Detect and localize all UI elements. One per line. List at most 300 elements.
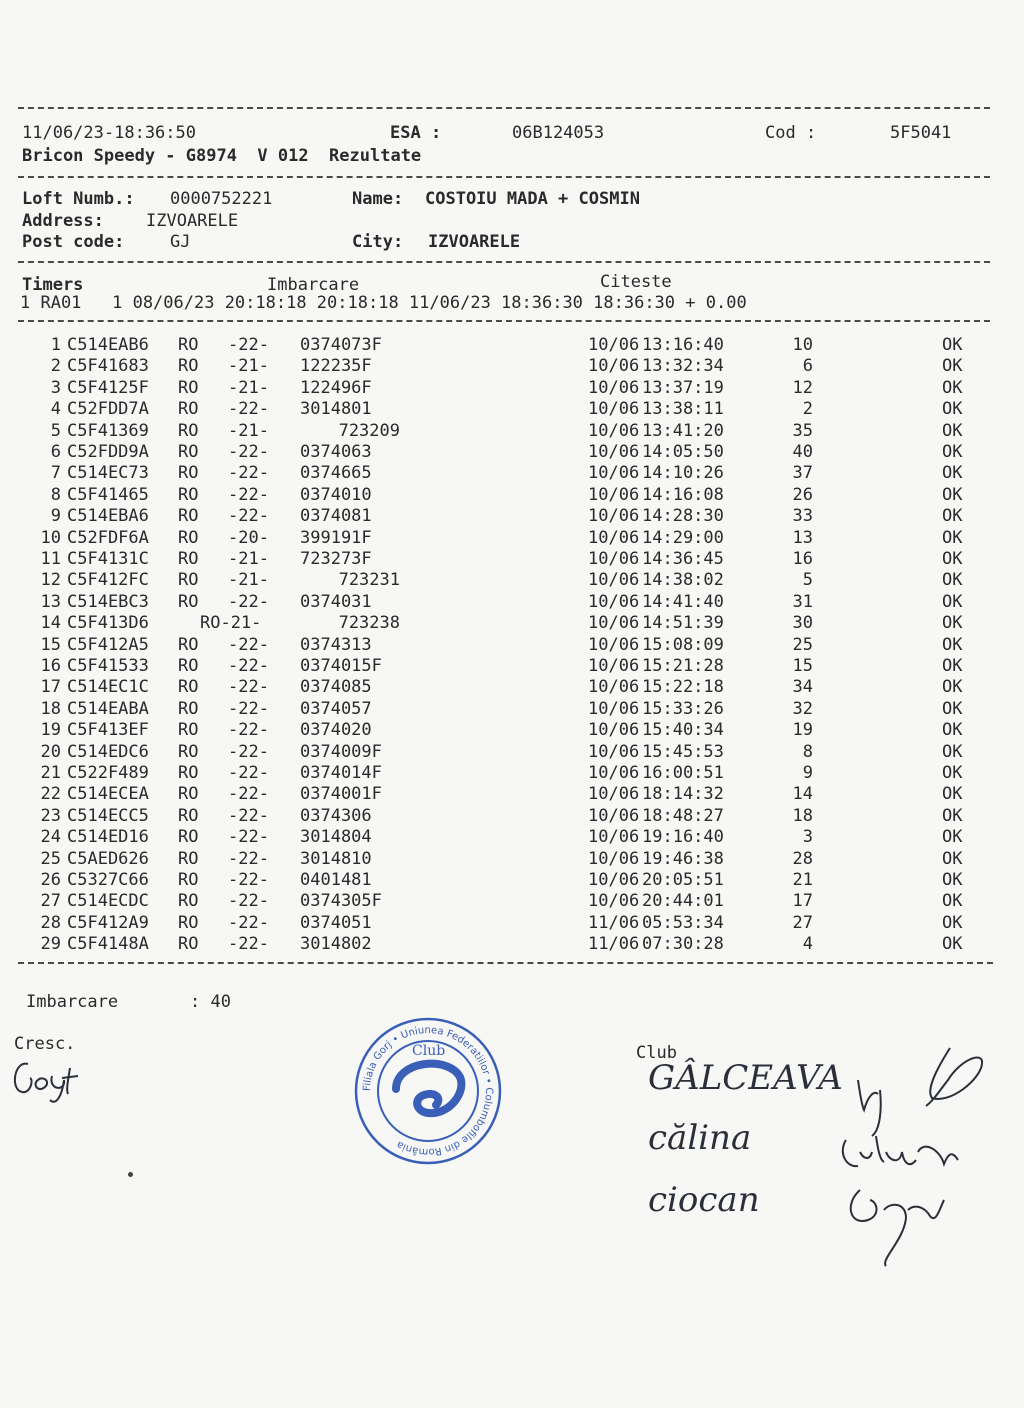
status: OK <box>942 634 963 655</box>
arrival-time: 15:08:09 <box>642 634 724 655</box>
arrival-time: 14:05:50 <box>642 442 724 462</box>
year: RO-21- <box>200 613 262 634</box>
position: 40 <box>792 442 813 462</box>
arrival-date: 10/06 <box>588 784 640 805</box>
row-number: 17 <box>40 677 61 698</box>
arrival-time: 18:48:27 <box>642 805 724 826</box>
country: RO <box>178 763 199 783</box>
status: OK <box>942 463 963 484</box>
row-number: 19 <box>40 720 61 741</box>
ring-code: C514EABA <box>67 698 149 719</box>
country: RO <box>178 891 199 912</box>
ring-code: C514EDC6 <box>67 741 149 762</box>
status: OK <box>942 934 963 955</box>
ring-id: 0374015F <box>300 656 382 676</box>
year: -21- <box>228 377 269 398</box>
ring-id: 3014804 <box>300 827 372 848</box>
table-row <box>0 613 1024 634</box>
year: -21- <box>228 420 269 441</box>
ring-code: C52FDD9A <box>67 442 149 462</box>
ring-code: C52FDD7A <box>67 399 149 420</box>
status: OK <box>942 741 963 762</box>
table-row <box>0 635 1024 656</box>
table-row <box>0 399 1024 420</box>
arrival-time: 15:40:34 <box>642 720 724 741</box>
row-number: 13 <box>40 591 61 612</box>
year: -22- <box>228 463 269 484</box>
arrival-date: 10/06 <box>588 377 640 398</box>
ring-id: 122235F <box>300 356 372 377</box>
status: OK <box>942 442 963 462</box>
ring-code: C5F41683 <box>67 356 149 377</box>
position: 30 <box>792 613 813 634</box>
arrival-time: 05:53:34 <box>642 912 724 933</box>
arrival-time: 20:44:01 <box>642 891 724 912</box>
country: RO <box>178 934 199 955</box>
row-number: 5 <box>50 420 61 441</box>
arrival-time: 14:29:00 <box>642 527 724 548</box>
arrival-date: 10/06 <box>588 677 640 698</box>
country: RO <box>178 634 199 655</box>
arrival-time: 20:05:51 <box>642 870 724 890</box>
handwritten-line-1: GÂLCEAVA <box>648 1058 843 1098</box>
year: -22- <box>228 442 269 462</box>
ring-id: 0374010 <box>300 484 372 505</box>
status: OK <box>942 698 963 719</box>
arrival-date: 10/06 <box>588 763 640 783</box>
year: -22- <box>228 805 269 826</box>
row-number: 6 <box>50 442 61 462</box>
year: -22- <box>228 484 269 505</box>
status: OK <box>942 549 963 569</box>
year: -21- <box>228 549 269 569</box>
status: OK <box>942 677 963 698</box>
ring-id: 0374665 <box>300 463 372 484</box>
ring-id: 0401481 <box>300 870 372 890</box>
country: RO <box>178 805 199 826</box>
status: OK <box>942 377 963 398</box>
year: -22- <box>228 912 269 933</box>
arrival-time: 13:37:19 <box>642 377 724 398</box>
year: -22- <box>228 677 269 698</box>
row-number: 14 <box>40 613 61 634</box>
arrival-date: 10/06 <box>588 720 640 741</box>
status: OK <box>942 356 963 377</box>
arrival-time: 13:41:20 <box>642 420 724 441</box>
row-number: 3 <box>50 377 61 398</box>
arrival-date: 10/06 <box>588 484 640 505</box>
ring-id: 723231 <box>338 570 400 591</box>
country: RO <box>178 399 199 420</box>
row-number: 2 <box>50 356 61 377</box>
country: RO <box>178 784 199 805</box>
stamp-ring-text: Filiala Gorj • Uniunea Federatiilor • Columbofile din România <box>361 1024 495 1158</box>
position: 10 <box>792 335 813 355</box>
position: 8 <box>802 741 813 762</box>
arrival-date: 11/06 <box>588 934 640 955</box>
arrival-time: 15:22:18 <box>642 677 724 698</box>
ring-id: 3014801 <box>300 399 372 420</box>
country: RO <box>178 870 199 890</box>
year: -22- <box>228 634 269 655</box>
position: 12 <box>792 377 813 398</box>
ring-code: C514EC1C <box>67 677 149 698</box>
ring-code: C5F413EF <box>67 720 149 741</box>
arrival-date: 10/06 <box>588 891 640 912</box>
ring-code: C514ECDC <box>67 891 149 912</box>
committee-signatures <box>840 1040 1000 1270</box>
arrival-date: 11/06 <box>588 912 640 933</box>
ring-id: 0374085 <box>300 677 372 698</box>
position: 4 <box>802 934 813 955</box>
row-number: 27 <box>40 891 61 912</box>
row-number: 26 <box>40 870 61 890</box>
position: 17 <box>792 891 813 912</box>
arrival-time: 15:33:26 <box>642 698 724 719</box>
post-code-value: GJ <box>170 232 191 252</box>
year: -22- <box>228 698 269 719</box>
country: RO <box>178 677 199 698</box>
timers-label: Timers <box>22 275 84 295</box>
row-number: 10 <box>40 527 61 548</box>
ring-id: 0374014F <box>300 763 382 783</box>
divider <box>18 962 993 964</box>
row-number: 20 <box>40 741 61 762</box>
ring-id: 723273F <box>300 549 372 569</box>
table-row <box>0 570 1024 591</box>
status: OK <box>942 827 963 848</box>
imbarcare-total-label: Imbarcare <box>26 992 119 1012</box>
ring-id: 0374081 <box>300 506 372 527</box>
ring-code: C5F412A5 <box>67 634 149 655</box>
arrival-time: 16:00:51 <box>642 763 724 783</box>
print-datetime: 11/06/23-18:36:50 <box>22 123 196 143</box>
divider <box>18 107 990 109</box>
row-number: 7 <box>50 463 61 484</box>
ring-code: C5327C66 <box>67 870 149 890</box>
ring-id: 0374306 <box>300 805 372 826</box>
ring-code: C514EBC3 <box>67 591 149 612</box>
year: -22- <box>228 763 269 783</box>
position: 35 <box>792 420 813 441</box>
name-value: COSTOIU MADA + COSMIN <box>425 189 640 209</box>
arrival-date: 10/06 <box>588 805 640 826</box>
ring-code: C5F4125F <box>67 377 149 398</box>
row-number: 8 <box>50 484 61 505</box>
arrival-date: 10/06 <box>588 827 640 848</box>
country: RO <box>178 506 199 527</box>
year: -22- <box>228 591 269 612</box>
arrival-date: 10/06 <box>588 335 640 355</box>
year: -22- <box>228 506 269 527</box>
position: 31 <box>792 591 813 612</box>
position: 13 <box>792 527 813 548</box>
table-row <box>0 528 1024 549</box>
ring-id: 122496F <box>300 377 372 398</box>
club-stamp <box>352 1015 504 1167</box>
handwritten-line-3: ciocan <box>648 1180 760 1220</box>
ring-id: 0374305F <box>300 891 382 912</box>
loft-label: Loft Numb.: <box>22 189 135 209</box>
country: RO <box>178 848 199 869</box>
country: RO <box>178 484 199 505</box>
arrival-time: 14:51:39 <box>642 613 724 634</box>
position: 16 <box>792 549 813 569</box>
table-row <box>0 485 1024 506</box>
country: RO <box>178 335 199 355</box>
imbarcare-total-value: : 40 <box>190 992 231 1012</box>
table-row <box>0 699 1024 720</box>
status: OK <box>942 570 963 591</box>
ring-id: 723238 <box>338 613 400 634</box>
cod-label: Cod : <box>765 123 817 143</box>
ring-code: C5F41369 <box>67 420 149 441</box>
status: OK <box>942 420 963 441</box>
row-number: 1 <box>50 335 61 355</box>
arrival-date: 10/06 <box>588 506 640 527</box>
arrival-date: 10/06 <box>588 848 640 869</box>
year: -22- <box>228 741 269 762</box>
ring-code: C514ECEA <box>67 784 149 805</box>
table-row <box>0 806 1024 827</box>
ring-code: C514EBA6 <box>67 506 149 527</box>
status: OK <box>942 506 963 527</box>
status: OK <box>942 784 963 805</box>
divider <box>18 320 990 322</box>
stamp-center-text: Club <box>412 1043 446 1059</box>
arrival-time: 19:46:38 <box>642 848 724 869</box>
arrival-time: 14:41:40 <box>642 591 724 612</box>
position: 14 <box>792 784 813 805</box>
row-number: 29 <box>40 934 61 955</box>
table-row <box>0 913 1024 934</box>
position: 25 <box>792 634 813 655</box>
table-row <box>0 592 1024 613</box>
timer-line: 1 RA01 1 08/06/23 20:18:18 20:18:18 11/06/23 18:36:30 18:36:30 + 0.00 <box>20 293 747 313</box>
position: 28 <box>792 848 813 869</box>
arrival-date: 10/06 <box>588 399 640 420</box>
row-number: 9 <box>50 506 61 527</box>
status: OK <box>942 848 963 869</box>
ring-code: C5F412A9 <box>67 912 149 933</box>
country: RO <box>178 912 199 933</box>
position: 27 <box>792 912 813 933</box>
ring-id: 0374057 <box>300 698 372 719</box>
position: 37 <box>792 463 813 484</box>
arrival-time: 13:38:11 <box>642 399 724 420</box>
arrival-time: 15:21:28 <box>642 656 724 676</box>
position: 26 <box>792 484 813 505</box>
arrival-time: 13:32:34 <box>642 356 724 377</box>
table-row <box>0 463 1024 484</box>
year: -22- <box>228 848 269 869</box>
year: -22- <box>228 891 269 912</box>
table-row <box>0 849 1024 870</box>
table-row <box>0 421 1024 442</box>
arrival-date: 10/06 <box>588 634 640 655</box>
arrival-date: 10/06 <box>588 591 640 612</box>
year: -20- <box>228 527 269 548</box>
status: OK <box>942 484 963 505</box>
arrival-date: 10/06 <box>588 420 640 441</box>
arrival-date: 10/06 <box>588 613 640 634</box>
table-row <box>0 870 1024 891</box>
country: RO <box>178 463 199 484</box>
ring-id: 723209 <box>338 420 400 441</box>
year: -22- <box>228 934 269 955</box>
status: OK <box>942 805 963 826</box>
table-row <box>0 656 1024 677</box>
position: 19 <box>792 720 813 741</box>
ring-id: 0374063 <box>300 442 372 462</box>
country: RO <box>178 741 199 762</box>
arrival-date: 10/06 <box>588 656 640 676</box>
arrival-time: 19:16:40 <box>642 827 724 848</box>
country: RO <box>178 377 199 398</box>
position: 5 <box>802 570 813 591</box>
arrival-time: 18:14:32 <box>642 784 724 805</box>
ring-id: 399191F <box>300 527 372 548</box>
cod-value: 5F5041 <box>890 123 952 143</box>
post-code-label: Post code: <box>22 232 125 252</box>
row-number: 24 <box>40 827 61 848</box>
loft-value: 0000752221 <box>170 189 273 209</box>
ring-id: 0374031 <box>300 591 372 612</box>
ring-id: 0374020 <box>300 720 372 741</box>
ring-id: 0374073F <box>300 335 382 355</box>
arrival-time: 14:16:08 <box>642 484 724 505</box>
status: OK <box>942 870 963 890</box>
table-row <box>0 442 1024 463</box>
ring-code: C52FDF6A <box>67 527 149 548</box>
ring-code: C514ECC5 <box>67 805 149 826</box>
status: OK <box>942 763 963 783</box>
position: 15 <box>792 656 813 676</box>
arrival-date: 10/06 <box>588 527 640 548</box>
arrival-date: 10/06 <box>588 698 640 719</box>
country: RO <box>178 656 199 676</box>
status: OK <box>942 613 963 634</box>
ring-code: C5F413D6 <box>67 613 149 634</box>
arrival-date: 10/06 <box>588 570 640 591</box>
year: -22- <box>228 870 269 890</box>
ring-id: 0374001F <box>300 784 382 805</box>
device-line: Bricon Speedy - G8974 V 012 Rezultate <box>22 146 422 166</box>
country: RO <box>178 356 199 377</box>
arrival-date: 10/06 <box>588 870 640 890</box>
ring-id: 0374009F <box>300 741 382 762</box>
status: OK <box>942 335 963 355</box>
club-label: Club <box>636 1043 677 1063</box>
year: -21- <box>228 356 269 377</box>
ring-code: C5F41465 <box>67 484 149 505</box>
year: -22- <box>228 784 269 805</box>
name-label: Name: <box>352 189 404 209</box>
table-row <box>0 784 1024 805</box>
country: RO <box>178 827 199 848</box>
ring-code: C514ED16 <box>67 827 149 848</box>
table-row <box>0 506 1024 527</box>
row-number: 23 <box>40 805 61 826</box>
ring-code: C514EC73 <box>67 463 149 484</box>
address-value: IZVOARELE <box>146 211 239 231</box>
arrival-time: 14:10:26 <box>642 463 724 484</box>
status: OK <box>942 720 963 741</box>
position: 9 <box>802 763 813 783</box>
handwritten-line-2: călina <box>648 1118 752 1158</box>
address-label: Address: <box>22 211 104 231</box>
table-row <box>0 356 1024 377</box>
row-number: 12 <box>40 570 61 591</box>
status: OK <box>942 591 963 612</box>
table-row <box>0 378 1024 399</box>
esa-label: ESA : <box>390 123 442 143</box>
status: OK <box>942 399 963 420</box>
country: RO <box>178 442 199 462</box>
ring-code: C522F489 <box>67 763 149 783</box>
ring-code: C5F4131C <box>67 549 149 569</box>
status: OK <box>942 912 963 933</box>
position: 33 <box>792 506 813 527</box>
arrival-time: 15:45:53 <box>642 741 724 762</box>
country: RO <box>178 698 199 719</box>
table-row <box>0 720 1024 741</box>
ring-code: C5F412FC <box>67 570 149 591</box>
arrival-date: 10/06 <box>588 549 640 569</box>
country: RO <box>178 549 199 569</box>
country: RO <box>178 570 199 591</box>
arrival-time: 13:16:40 <box>642 335 724 355</box>
arrival-date: 10/06 <box>588 442 640 462</box>
year: -22- <box>228 827 269 848</box>
position: 3 <box>802 827 813 848</box>
row-number: 28 <box>40 912 61 933</box>
ring-code: C5F4148A <box>67 934 149 955</box>
row-number: 22 <box>40 784 61 805</box>
year: -22- <box>228 335 269 355</box>
country: RO <box>178 720 199 741</box>
year: -22- <box>228 720 269 741</box>
status: OK <box>942 527 963 548</box>
position: 32 <box>792 698 813 719</box>
country: RO <box>178 591 199 612</box>
position: 21 <box>792 870 813 890</box>
status: OK <box>942 891 963 912</box>
status: OK <box>942 656 963 676</box>
arrival-time: 14:38:02 <box>642 570 724 591</box>
row-number: 16 <box>40 656 61 676</box>
breeder-signature <box>8 1050 98 1110</box>
ring-id: 0374313 <box>300 634 372 655</box>
arrival-date: 10/06 <box>588 741 640 762</box>
table-row <box>0 335 1024 356</box>
row-number: 11 <box>40 549 61 569</box>
table-row <box>0 827 1024 848</box>
esa-value: 06B124053 <box>512 123 605 143</box>
country: RO <box>178 527 199 548</box>
divider <box>18 261 990 263</box>
city-label: City: <box>352 232 404 252</box>
ring-id: 3014802 <box>300 934 372 955</box>
arrival-date: 10/06 <box>588 356 640 377</box>
table-row <box>0 549 1024 570</box>
cresc-label: Cresc. <box>14 1034 76 1054</box>
ring-code: C5AED626 <box>67 848 149 869</box>
row-number: 4 <box>50 399 61 420</box>
arrival-time: 07:30:28 <box>642 934 724 955</box>
ring-code: C514EAB6 <box>67 335 149 355</box>
row-number: 25 <box>40 848 61 869</box>
